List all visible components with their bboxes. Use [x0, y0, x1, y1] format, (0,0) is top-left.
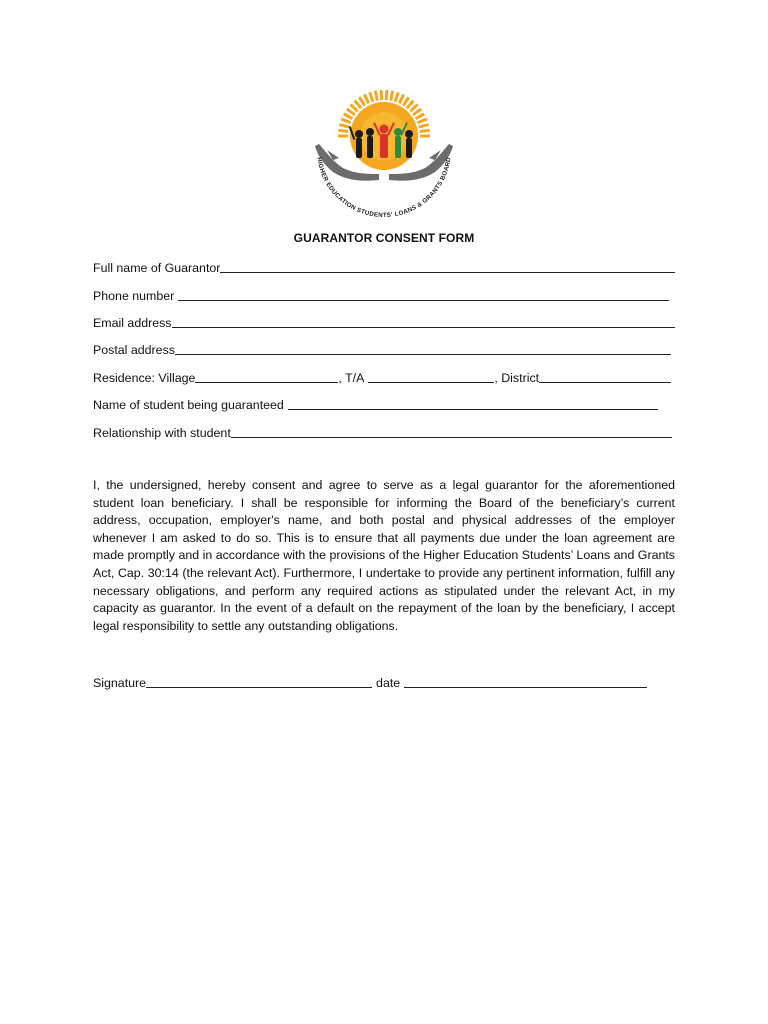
form-title: GUARANTOR CONSENT FORM	[293, 231, 475, 245]
sun-ray	[381, 90, 382, 100]
sun-ray	[364, 94, 368, 103]
email-label: Email address	[93, 316, 172, 330]
postal-field[interactable]	[93, 341, 671, 357]
relationship-label: Relationship with student	[93, 426, 231, 440]
sun-ray	[341, 119, 350, 123]
sun-ray	[347, 109, 355, 115]
phone-label: Phone number	[93, 289, 175, 303]
heslgb-logo	[303, 88, 465, 222]
sun-ray	[416, 114, 425, 119]
phone-field[interactable]	[93, 287, 669, 303]
ta-line[interactable]	[368, 371, 494, 383]
postal-label: Postal address	[93, 343, 175, 357]
student-name-label: Name of student being guaranteed	[93, 398, 284, 412]
heslgb-emblem	[303, 88, 465, 222]
sun-ray	[417, 119, 426, 123]
sun-ray	[359, 97, 364, 105]
email-line[interactable]	[172, 316, 675, 328]
postal-line[interactable]	[175, 343, 671, 355]
sun-ray	[339, 125, 349, 127]
sun-ray	[413, 109, 421, 115]
relationship-field[interactable]	[93, 424, 672, 440]
student-name-line[interactable]	[288, 398, 658, 410]
signature-label: Signature	[93, 676, 147, 690]
sun-ray	[407, 101, 413, 109]
sun-ray	[375, 91, 377, 101]
signature-date-field[interactable]	[93, 674, 647, 690]
sun-ray	[344, 114, 353, 119]
guarantor-name-line[interactable]	[220, 261, 675, 273]
district-line[interactable]	[539, 371, 671, 383]
date-label: date	[376, 676, 401, 690]
sun-ray	[399, 94, 403, 103]
sun-ray	[391, 91, 393, 101]
sun-ray	[403, 97, 408, 105]
sun-ray	[420, 130, 430, 131]
sun-ray	[410, 105, 417, 112]
signature-line[interactable]	[146, 676, 372, 688]
logo-text: HIGHER EDUCATION STUDENTS' LOANS & GRANTS BOARD	[315, 156, 453, 220]
sun-ray	[338, 130, 348, 131]
guarantor-name-field[interactable]	[93, 259, 675, 275]
sun-ray	[355, 101, 361, 109]
sun-ray	[350, 105, 357, 112]
consent-paragraph: I, the undersigned, hereby consent and agree to serve as a legal guarantor for the aforementioned student loan beneficiary. I shall be responsible for informing the Board of the beneficiary’s current address, occupation, employer's name, and both postal and physical addresses of the employer whenever I am asked to do so. This is to ensure that all payments due under the loan agreement are made promptly and in accordance with the provisions of the Higher Education Students’ Loans and Grants Act, Cap. 30:14 (the relevant Act). Furthermore, I undertake to provide any pertinent information, fulfill any necessary obligations, and perform any required actions as stipulated under the relevant Act, in my capacity as guarantor. In the event of a default on the repayment of the loan by the beneficiary, I accept legal responsibility to settle any outstanding obligations.	[93, 478, 675, 633]
sun-ray	[370, 92, 373, 102]
relationship-line[interactable]	[231, 426, 672, 438]
sun-ray	[419, 125, 429, 127]
residence-field[interactable]	[93, 369, 671, 385]
residence-village-label: Residence: Village	[93, 371, 196, 385]
sun-ray	[386, 90, 387, 100]
date-line[interactable]	[404, 676, 647, 688]
sun-ray	[395, 92, 398, 102]
village-line[interactable]	[195, 371, 338, 383]
residence-district-label: , District	[494, 371, 540, 385]
guarantor-name-label: Full name of Guarantor	[93, 261, 221, 275]
email-field[interactable]	[93, 314, 675, 330]
residence-ta-label: , T/A	[338, 371, 365, 385]
student-name-field[interactable]	[93, 396, 658, 412]
phone-line[interactable]	[178, 289, 669, 301]
